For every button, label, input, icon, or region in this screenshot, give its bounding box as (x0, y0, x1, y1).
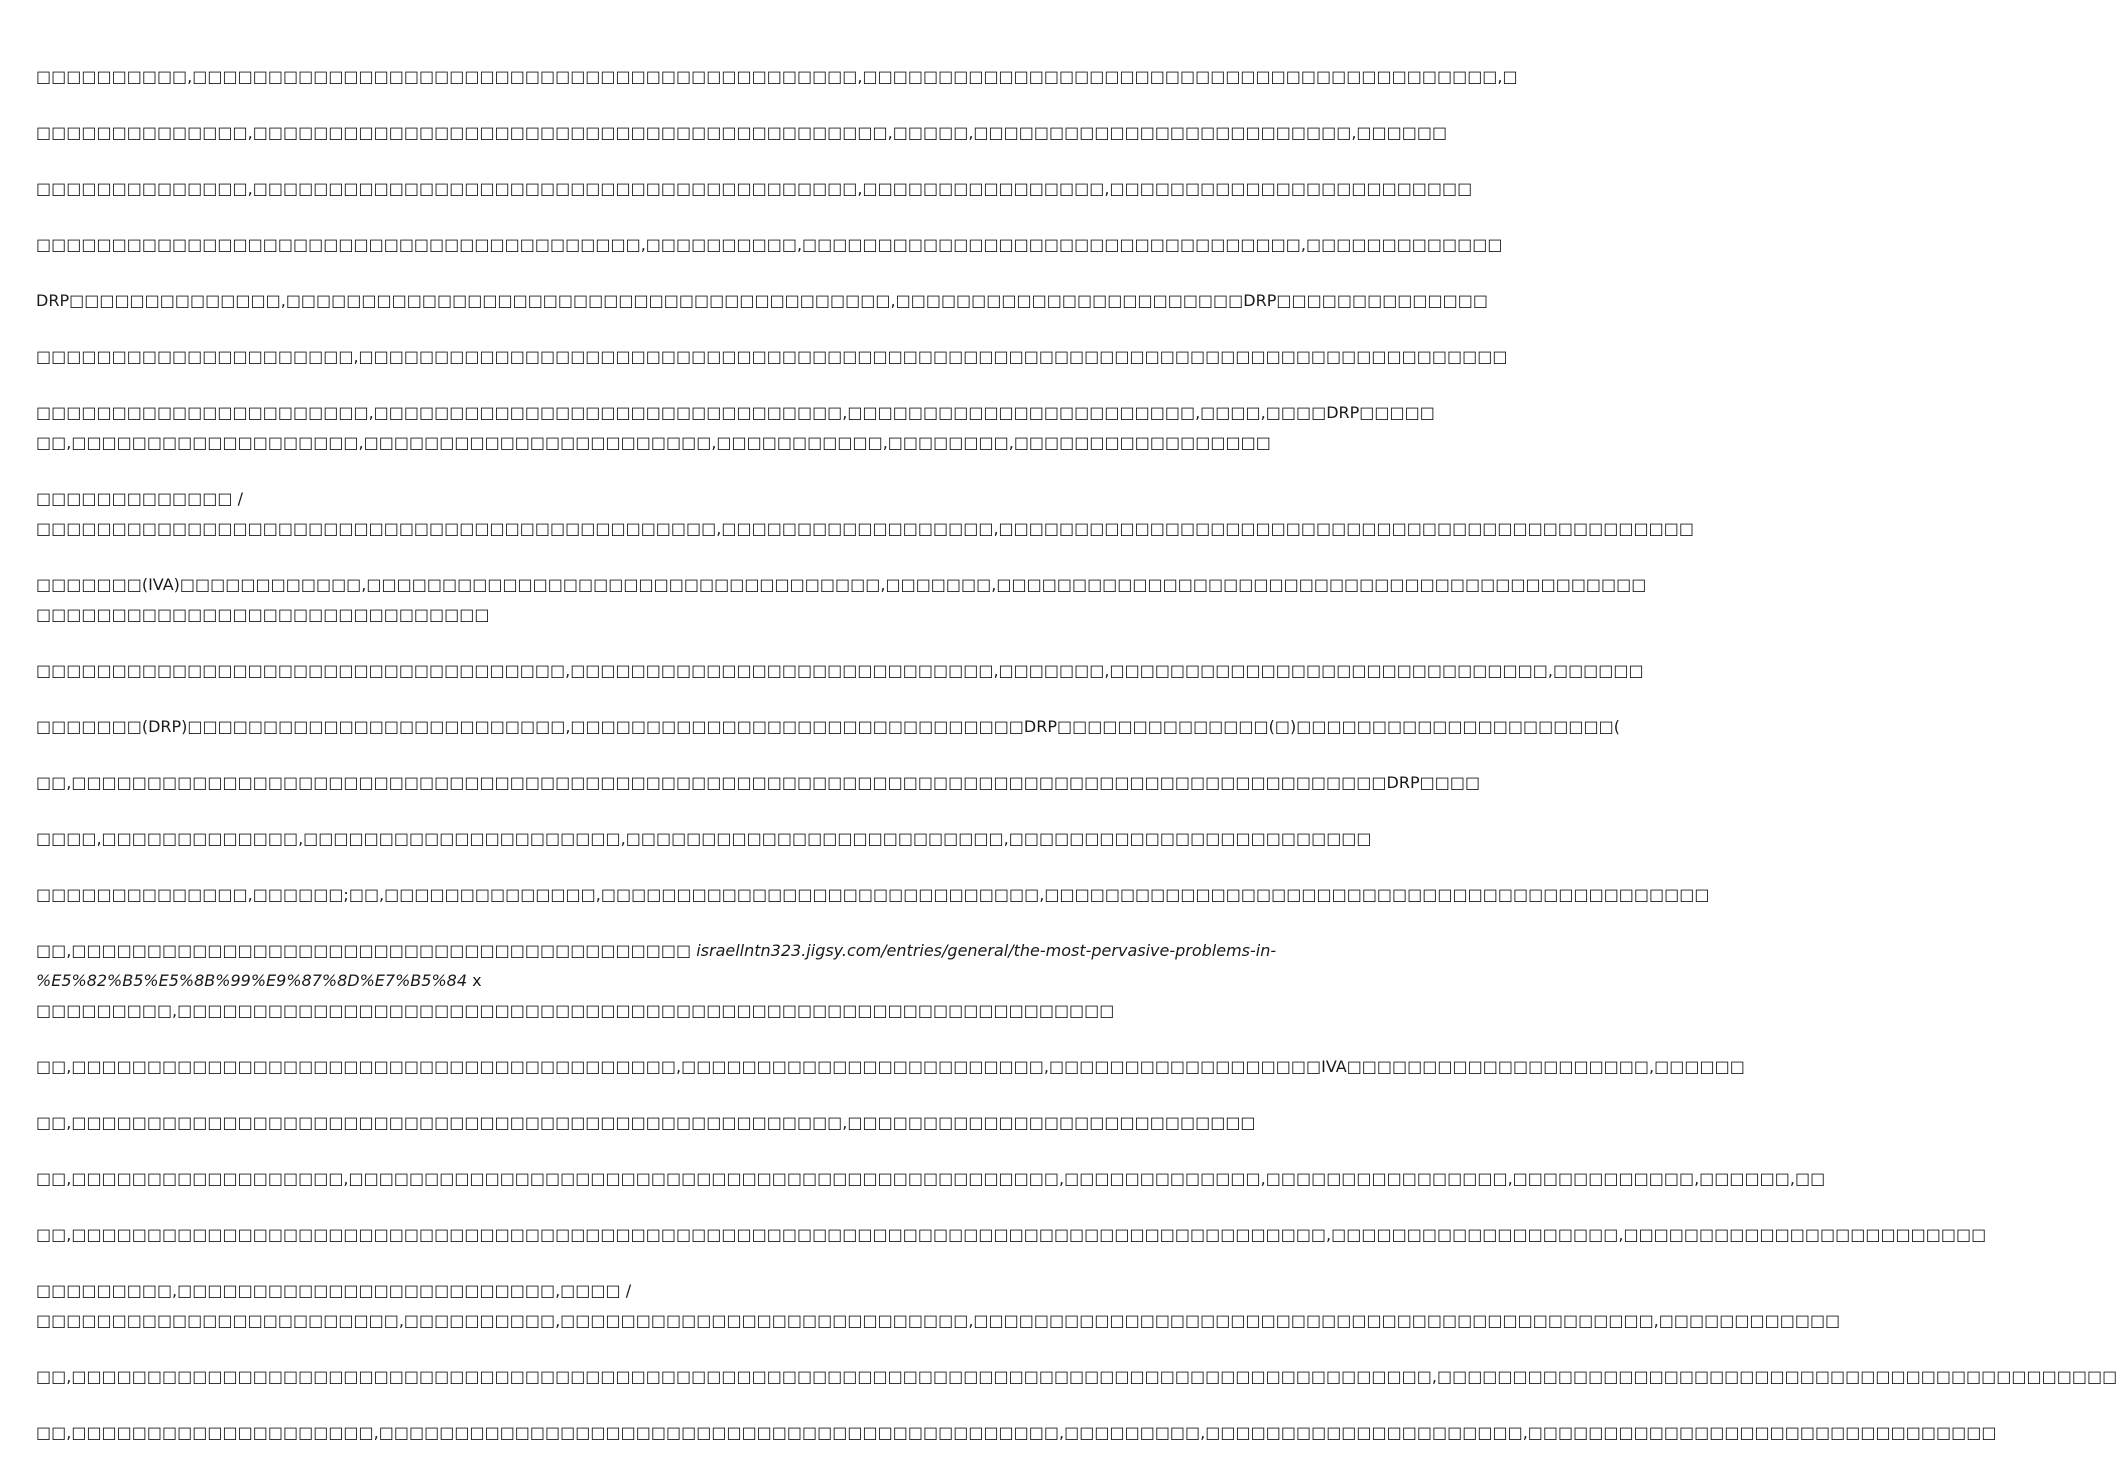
paragraph-15-with-link (36, 936, 1277, 1026)
document-body (36, 62, 2117, 1474)
paragraph-line: □□□□□□□□□□□□□□□□□□□□□□□□□□□□□□□□□□□,□□□□□□□□□□□□□□□□□□□□□□□□□□□□,□□□□□□□,□□□□□□□□□□□□□□□□□□□□□□□□□□□□□,□□□□□□ (36, 661, 1644, 680)
paragraph-line (36, 966, 990, 996)
paragraph-11 (36, 712, 1620, 742)
paragraph-line: □□□□□□□□□□□□□□□□□□□□□□□□□□□□□□□□□□□□□□□□□□□□□,□□□□□□□□□□□□□□□□□□,□□□□□□□□□□□□□□□□□□□□□□□□□□□□□□□□□□□□□□□□□□□□□□ (36, 519, 1694, 538)
paragraph-line (36, 936, 1277, 966)
paragraph-21 (36, 1276, 1841, 1336)
paragraph-line: □□□□□□□□□,□□□□□□□□□□□□□□□□□□□□□□□□□,□□□□ / (36, 1281, 632, 1300)
paragraph-line: □□,□□□□□□□□□□□□□□□□□□□□□□□□□□□□□□□□□□□□□□□□□□□□□□□□□□□,□□□□□□□□□□□□□□□□□□□□□□□□□□□ (36, 1113, 1256, 1132)
paragraph-4 (36, 230, 1503, 260)
paragraph-line: □□,□□□□□□□□□□□□□□□□□□□□□□□□□□□□□□□□□□□□□□□□□□□□□□□□□□□□□□□□□□□□□□□□□□□□□□□□□□□□□□□□□□□□□□□DRP□□□□ (36, 773, 1481, 792)
paragraph-18 (36, 1108, 1256, 1138)
link-suffix-text: x (472, 971, 482, 990)
paragraph-23 (36, 1418, 1997, 1448)
paragraph-line: □□□□□□□(IVA)□□□□□□□□□□□□,□□□□□□□□□□□□□□□□□□□□□□□□□□□□□□□□□□,□□□□□□□,□□□□□□□□□□□□□□□□□□□□□□□□□□□□□□□□□□□□□□□□□□□ (36, 575, 1647, 594)
paragraph-line: □□□□□□□□□□,□□□□□□□□□□□□□□□□□□□□□□□□□□□□□□□□□□□□□□□□□□□□,□□□□□□□□□□□□□□□□□□□□□□□□□□□□□□□□□□□□□□□□□□,□ (36, 67, 1518, 86)
external-link-continued[interactable]: %E5%82%B5%E5%8B%99%E9%87%8D%E7%B5%84 (36, 971, 467, 990)
paragraph-line: □□□□□□□□□□□□□□□□□□□□□□□□□□□□□□□□□□□□□□□□,□□□□□□□□□□,□□□□□□□□□□□□□□□□□□□□□□□□□□□□□□□□□,□□□□□□□□□□□□□ (36, 235, 1503, 254)
paragraph-line: □□□□□□□(DRP)□□□□□□□□□□□□□□□□□□□□□□□□□,□□□□□□□□□□□□□□□□□□□□□□□□□□□□□□DRP□□□□□□□□□□□□□□(□)□□□□□□□□□□□□□□□□□□□□□( (36, 717, 1620, 736)
paragraph-line: □□□□□□□□□□□□□□,□□□□□□□□□□□□□□□□□□□□□□□□□□□□□□□□□□□□□□□□,□□□□□□□□□□□□□□□□,□□□□□□□□□□□□□□□□□□□□□□□□ (36, 179, 1473, 198)
paragraph-13 (36, 824, 1372, 854)
paragraph-14 (36, 880, 1710, 910)
paragraph-19 (36, 1164, 1826, 1194)
link-prefix-text: □□,□□□□□□□□□□□□□□□□□□□□□□□□□□□□□□□□□□□□□□□□□ (36, 941, 692, 960)
paragraph-17 (36, 1052, 1745, 1082)
paragraph-5 (36, 286, 1489, 316)
paragraph-9 (36, 570, 1647, 630)
paragraph-10 (36, 656, 1644, 686)
paragraph-line: DRP□□□□□□□□□□□□□□,□□□□□□□□□□□□□□□□□□□□□□□□□□□□□□□□□□□□□□□□,□□□□□□□□□□□□□□□□□□□□□□□DRP□□□□□□□□□□□□□□ (36, 291, 1489, 310)
paragraph-line: □□,□□□□□□□□□□□□□□□□□□,□□□□□□□□□□□□□□□□□□□□□□□□□□□□□□□□□□□□□□□□□□□□□□□,□□□□□□□□□□□□□,□□□□□□□□□□□□□□□□,□□□□□□□□□□□□,□□□□□□,□□ (36, 1169, 1826, 1188)
paragraph-line: □□□□□□□□□□□□□□□□□□□□□□□□,□□□□□□□□□□,□□□□□□□□□□□□□□□□□□□□□□□□□□□,□□□□□□□□□□□□□□□□□□□□□□□□□□□□□□□□□□□□□□□□□□□□□,□□□□□□□□□□□□ (36, 1311, 1841, 1330)
paragraph-22 (36, 1362, 2117, 1392)
paragraph-line: □□□□,□□□□□□□□□□□□□,□□□□□□□□□□□□□□□□□□□□□,□□□□□□□□□□□□□□□□□□□□□□□□□,□□□□□□□□□□□□□□□□□□□□□□□□ (36, 829, 1372, 848)
paragraph-line: □□,□□□□□□□□□□□□□□□□□□□,□□□□□□□□□□□□□□□□□□□□□□□,□□□□□□□□□□□,□□□□□□□□,□□□□□□□□□□□□□□□□□ (36, 433, 1271, 452)
paragraph-line: □□□□□□□□□□□□□□□□□□□□□,□□□□□□□□□□□□□□□□□□□□□□□□□□□□□□□□□□□□□□□□□□□□□□□□□□□□□□□□□□□□□□□□□□□□□□□□□□□□ (36, 347, 1508, 366)
paragraph-line: □□,□□□□□□□□□□□□□□□□□□□□,□□□□□□□□□□□□□□□□□□□□□□□□□□□□□□□□□□□□□□□□□□□□□,□□□□□□□□□,□□□□□□□□□□□□□□□□□□□□□,□□□□□□□□□□□□□□□□□□□□□□□□□□□□□□□ (36, 1423, 1997, 1442)
paragraph-line: □□□□□□□□□□□□□□□□□□□□□□□□□□□□□□ (36, 605, 490, 624)
paragraph-line: □□□□□□□□□□□□□□□□□□□□□□,□□□□□□□□□□□□□□□□□□□□□□□□□□□□□□□,□□□□□□□□□□□□□□□□□□□□□□□,□□□□,□□□□DRP□□□□□ (36, 403, 1435, 422)
paragraph-20 (36, 1220, 1987, 1250)
paragraph-line: □□,□□□□□□□□□□□□□□□□□□□□□□□□□□□□□□□□□□□□□□□□,□□□□□□□□□□□□□□□□□□□□□□□□,□□□□□□□□□□□□□□□□□□IVA□□□□□□□□□□□□□□□□□□□□,□□□□□□ (36, 1057, 1745, 1076)
paragraph-3 (36, 174, 1473, 204)
paragraph-line: □□□□□□□□□□□□□ / (36, 489, 243, 508)
paragraph-12 (36, 768, 1481, 798)
paragraph-8 (36, 484, 1694, 544)
paragraph-line: □□□□□□□□□□□□□□,□□□□□□□□□□□□□□□□□□□□□□□□□□□□□□□□□□□□□□□□□□,□□□□□,□□□□□□□□□□□□□□□□□□□□□□□□□,□□□□□□ (36, 123, 1448, 142)
external-link[interactable]: israellntn323.jigsy.com/entries/general/the-most-pervasive-problems-in- (696, 941, 1277, 960)
paragraph-line: □□,□□□□□□□□□□□□□□□□□□□□□□□□□□□□□□□□□□□□□□□□□□□□□□□□□□□□□□□□□□□□□□□□□□□□□□□□□□□□□□□□□□□,□□□□□□□□□□□□□□□□□□□,□□□□□□□□□□□□□□□□□□□□□□□□ (36, 1225, 1987, 1244)
paragraph-7 (36, 398, 1435, 458)
paragraph-line: □□,□□□□□□□□□□□□□□□□□□□□□□□□□□□□□□□□□□□□□□□□□□□□□□□□□□□□□□□□□□□□□□□□□□□□□□□□□□□□□□□□□□□□□□□□□□,□□□□□□□□□□□□□□□□□□□□□□□□□□□□□□□□□□□□□□□□□□□□□ (36, 1367, 2117, 1386)
paragraph-6 (36, 342, 1508, 372)
paragraph-2 (36, 118, 1448, 148)
paragraph-1 (36, 62, 1518, 92)
paragraph-line: □□□□□□□□□,□□□□□□□□□□□□□□□□□□□□□□□□□□□□□□□□□□□□□□□□□□□□□□□□□□□□□□□□□□□□□□ (36, 1001, 1115, 1020)
paragraph-line: □□□□□□□□□□□□□□,□□□□□□;□□,□□□□□□□□□□□□□□,□□□□□□□□□□□□□□□□□□□□□□□□□□□□□,□□□□□□□□□□□□□□□□□□□□□□□□□□□□□□□□□□□□□□□□□□□□ (36, 885, 1710, 904)
